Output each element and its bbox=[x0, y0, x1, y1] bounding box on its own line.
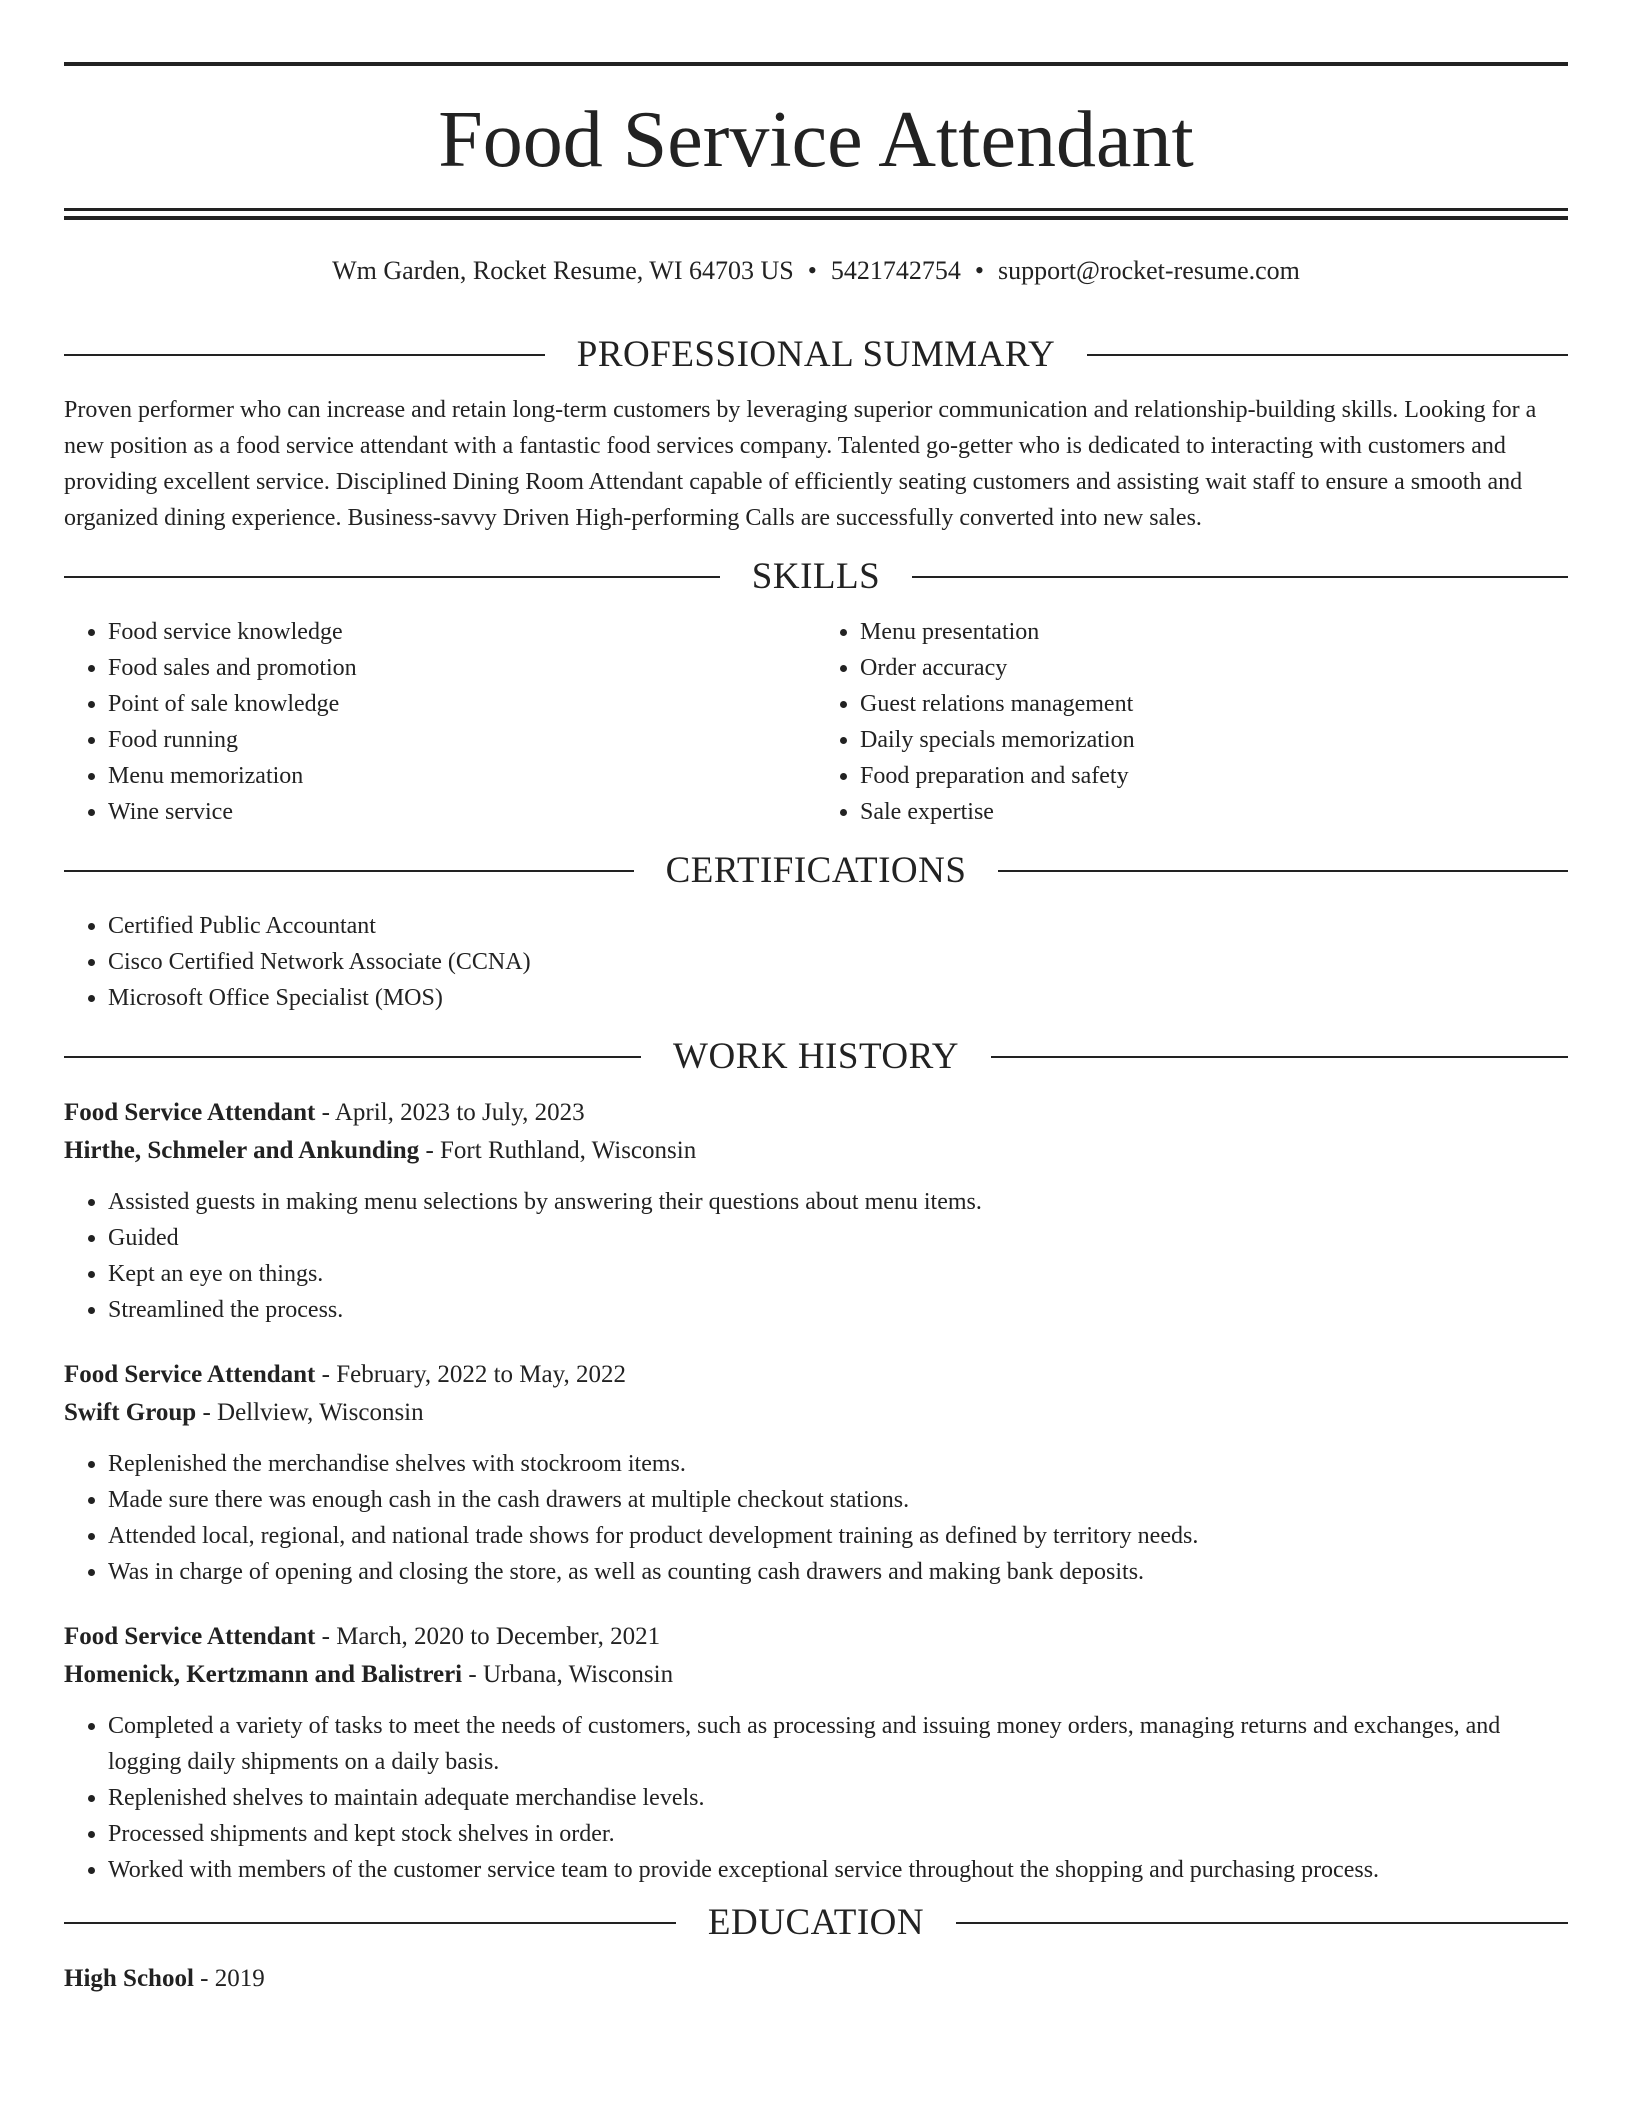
name-underline-thin bbox=[64, 208, 1568, 211]
skill-item: • Wine service bbox=[108, 794, 816, 830]
divider-line bbox=[64, 576, 720, 578]
job-location: - Dellview, Wisconsin bbox=[196, 1399, 424, 1426]
top-rule bbox=[64, 62, 1568, 66]
job-bullet: • Completed a variety of tasks to meet the needs of customers, such as processing and issuing money orders, managing returns and exchanges, and logging daily shipments on a daily basis. bbox=[108, 1708, 1568, 1780]
job-bullet: • Streamlined the process. bbox=[108, 1292, 1568, 1328]
skill-item: • Point of sale knowledge bbox=[108, 686, 816, 722]
resume-content bbox=[64, 330, 1568, 1998]
job-bullet: • Guided bbox=[108, 1220, 1568, 1256]
job-bullet: • Processed shipments and kept stock shelves in order. bbox=[108, 1816, 1568, 1852]
job-bullet: • Worked with members of the customer service team to provide exceptional service throughout the shopping and purchasing process. bbox=[108, 1852, 1568, 1888]
certification-item: • Microsoft Office Specialist (MOS) bbox=[108, 980, 1568, 1016]
job-bullets bbox=[64, 1708, 1568, 1888]
divider-line bbox=[998, 870, 1568, 872]
job-company: Hirthe, Schmeler and Ankunding bbox=[64, 1137, 420, 1164]
section-title-summary: PROFESSIONAL SUMMARY bbox=[576, 334, 1056, 375]
skills-list bbox=[64, 614, 1568, 830]
skill-item: • Food sales and promotion bbox=[108, 650, 816, 686]
job-bullet: • Kept an eye on things. bbox=[108, 1256, 1568, 1292]
skill-item: • Sale expertise bbox=[860, 794, 1568, 830]
certification-item: • Certified Public Accountant bbox=[108, 908, 1568, 944]
section-header-skills bbox=[64, 552, 1568, 602]
job-bullets bbox=[64, 1184, 1568, 1328]
job-bullet: • Attended local, regional, and national trade shows for product development training as defined by territory needs. bbox=[108, 1518, 1568, 1554]
skills-column-left bbox=[64, 614, 816, 830]
education-degree: High School bbox=[64, 1965, 194, 1992]
skill-item: • Food running bbox=[108, 722, 816, 758]
job-location: - Urbana, Wisconsin bbox=[462, 1661, 674, 1688]
job-bullet: • Assisted guests in making menu selections by answering their questions about menu items. bbox=[108, 1184, 1568, 1220]
certifications-list bbox=[64, 908, 1568, 1016]
contact-separator: • bbox=[807, 256, 817, 285]
section-title-work-history: WORK HISTORY bbox=[673, 1036, 959, 1077]
contact-email[interactable]: support@rocket-resume.com bbox=[997, 256, 1300, 285]
contact-separator: • bbox=[974, 256, 984, 285]
contact-phone: 5421742754 bbox=[830, 256, 961, 285]
job-company: Swift Group bbox=[64, 1399, 197, 1426]
job-title: Food Service Attendant bbox=[64, 1361, 316, 1388]
skill-item: • Daily specials memorization bbox=[860, 722, 1568, 758]
skill-item: • Menu presentation bbox=[860, 614, 1568, 650]
candidate-name: Food Service Attendant bbox=[438, 96, 1194, 184]
job-title: Food Service Attendant bbox=[64, 1099, 316, 1126]
job-title-line bbox=[64, 1094, 1568, 1132]
job-dates: - February, 2022 to May, 2022 bbox=[315, 1361, 626, 1388]
education-entry bbox=[64, 1960, 1568, 1998]
divider-line bbox=[991, 1056, 1568, 1058]
skill-item: • Food preparation and safety bbox=[860, 758, 1568, 794]
job-entry bbox=[64, 1094, 1568, 1328]
summary-text: Proven performer who can increase and retain long-term customers by leveraging superior communication and relationship-building skills. Looking for a new position as a food service attendant with a fantastic food services company. Talented go-getter who is dedicated to interacting with customers and providing excellent service. Disciplined Dining Room Attendant capable of efficiently seating customers and assisting wait staff to ensure a smooth and organized dining experience. Business-savvy Driven High-performing Calls are successfully converted into new sales. bbox=[64, 397, 1537, 531]
section-title-certifications: CERTIFICATIONS bbox=[665, 850, 967, 891]
contact-address: Wm Garden, Rocket Resume, WI 64703 US bbox=[332, 256, 794, 285]
job-title-line bbox=[64, 1618, 1568, 1656]
section-header-education bbox=[64, 1898, 1568, 1948]
job-bullets bbox=[64, 1446, 1568, 1590]
job-bullet: • Made sure there was enough cash in the cash drawers at multiple checkout stations. bbox=[108, 1482, 1568, 1518]
section-title-skills: SKILLS bbox=[751, 556, 881, 597]
skill-item: • Order accuracy bbox=[860, 650, 1568, 686]
job-company-line bbox=[64, 1394, 1568, 1432]
job-bullet: • Was in charge of opening and closing the store, as well as counting cash drawers and making bank deposits. bbox=[108, 1554, 1568, 1590]
job-bullet: • Replenished the merchandise shelves with stockroom items. bbox=[108, 1446, 1568, 1482]
skill-item: • Guest relations management bbox=[860, 686, 1568, 722]
section-header-certifications bbox=[64, 846, 1568, 896]
education-year: - 2019 bbox=[193, 1965, 265, 1992]
divider-line bbox=[1087, 354, 1568, 356]
divider-line bbox=[912, 576, 1568, 578]
skills-column-right bbox=[816, 614, 1568, 830]
job-title: Food Service Attendant bbox=[64, 1623, 316, 1650]
section-header-work-history bbox=[64, 1032, 1568, 1082]
certification-item: • Cisco Certified Network Associate (CCNA) bbox=[108, 944, 1568, 980]
job-location: - Fort Ruthland, Wisconsin bbox=[419, 1137, 697, 1164]
job-company-line bbox=[64, 1656, 1568, 1694]
job-entry bbox=[64, 1356, 1568, 1590]
section-header-summary bbox=[64, 330, 1568, 380]
skill-item: • Menu memorization bbox=[108, 758, 816, 794]
divider-line bbox=[64, 354, 545, 356]
skill-item: • Food service knowledge bbox=[108, 614, 816, 650]
name-underline-thick bbox=[64, 216, 1568, 220]
section-title-education: EDUCATION bbox=[707, 1902, 925, 1943]
job-dates: - April, 2023 to July, 2023 bbox=[315, 1099, 585, 1126]
job-bullet: • Replenished shelves to maintain adequate merchandise levels. bbox=[108, 1780, 1568, 1816]
job-company-line bbox=[64, 1132, 1568, 1170]
divider-line bbox=[64, 1056, 641, 1058]
job-title-line bbox=[64, 1356, 1568, 1394]
job-dates: - March, 2020 to December, 2021 bbox=[315, 1623, 661, 1650]
contact-line bbox=[64, 254, 1568, 288]
divider-line bbox=[64, 870, 634, 872]
divider-line bbox=[956, 1922, 1568, 1924]
divider-line bbox=[64, 1922, 676, 1924]
job-company: Homenick, Kertzmann and Balistreri bbox=[64, 1661, 463, 1688]
job-entry bbox=[64, 1618, 1568, 1888]
